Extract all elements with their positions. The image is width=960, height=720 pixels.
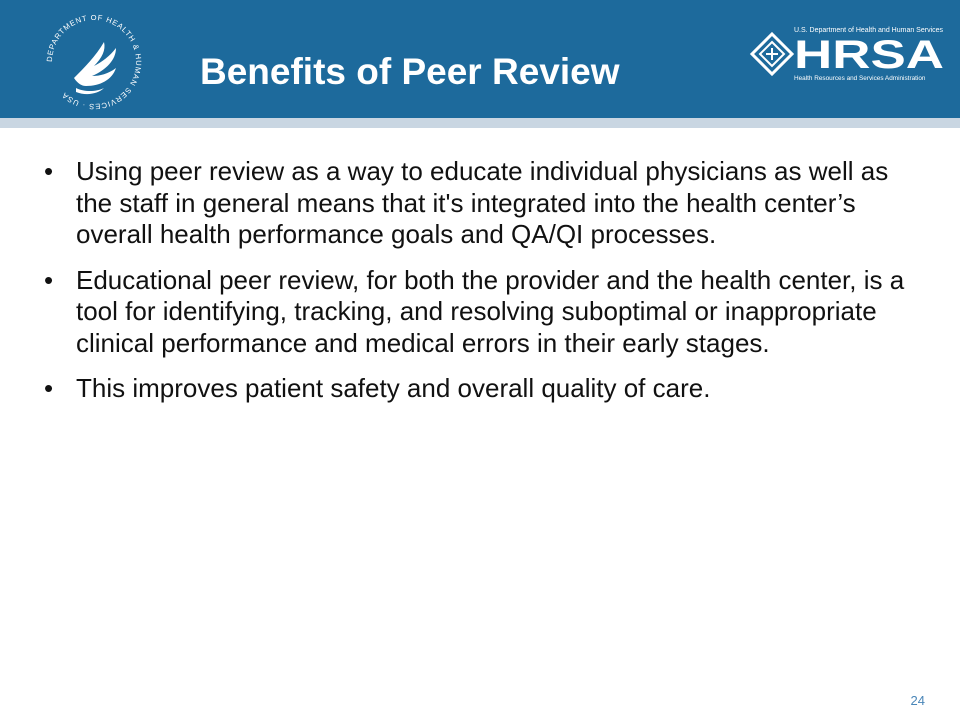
- hrsa-logo-icon: [748, 22, 948, 86]
- seal-text: DEPARTMENT OF HEALTH & HUMAN SERVICES · USA: [44, 12, 144, 112]
- logo-department: U.S. Department of Health and Human Services: [794, 27, 944, 34]
- logo-name: HRSA: [794, 33, 944, 77]
- header-rule: [0, 118, 960, 128]
- slide-title: Benefits of Peer Review: [200, 51, 620, 92]
- slide-header: [0, 0, 960, 118]
- bullet-marker: •: [44, 264, 54, 295]
- logo-tagline: Health Resources and Services Administration: [794, 75, 926, 82]
- bullet-text: This improves patient safety and overall quality of care.: [76, 373, 711, 403]
- bullet-item: [40, 156, 920, 251]
- bullet-item: [40, 373, 920, 405]
- bullet-marker: •: [44, 156, 54, 186]
- bullet-item: [40, 265, 920, 360]
- bullet-list: [40, 156, 920, 419]
- bullet-text: Educational peer review, for both the provider and the health center, is a tool for identifying, tracking, and resolving suboptimal or inappropriate clinical performance and medical errors in their early stages.: [76, 264, 905, 358]
- page-number: 24: [910, 693, 925, 708]
- bullet-marker: •: [44, 373, 54, 403]
- hhs-seal-icon: [38, 6, 150, 118]
- bullet-text: Using peer review as a way to educate individual physicians as well as the staff in general means that it's integrated into the health center’s overall health performance goals and QA/QI processes.: [76, 156, 889, 249]
